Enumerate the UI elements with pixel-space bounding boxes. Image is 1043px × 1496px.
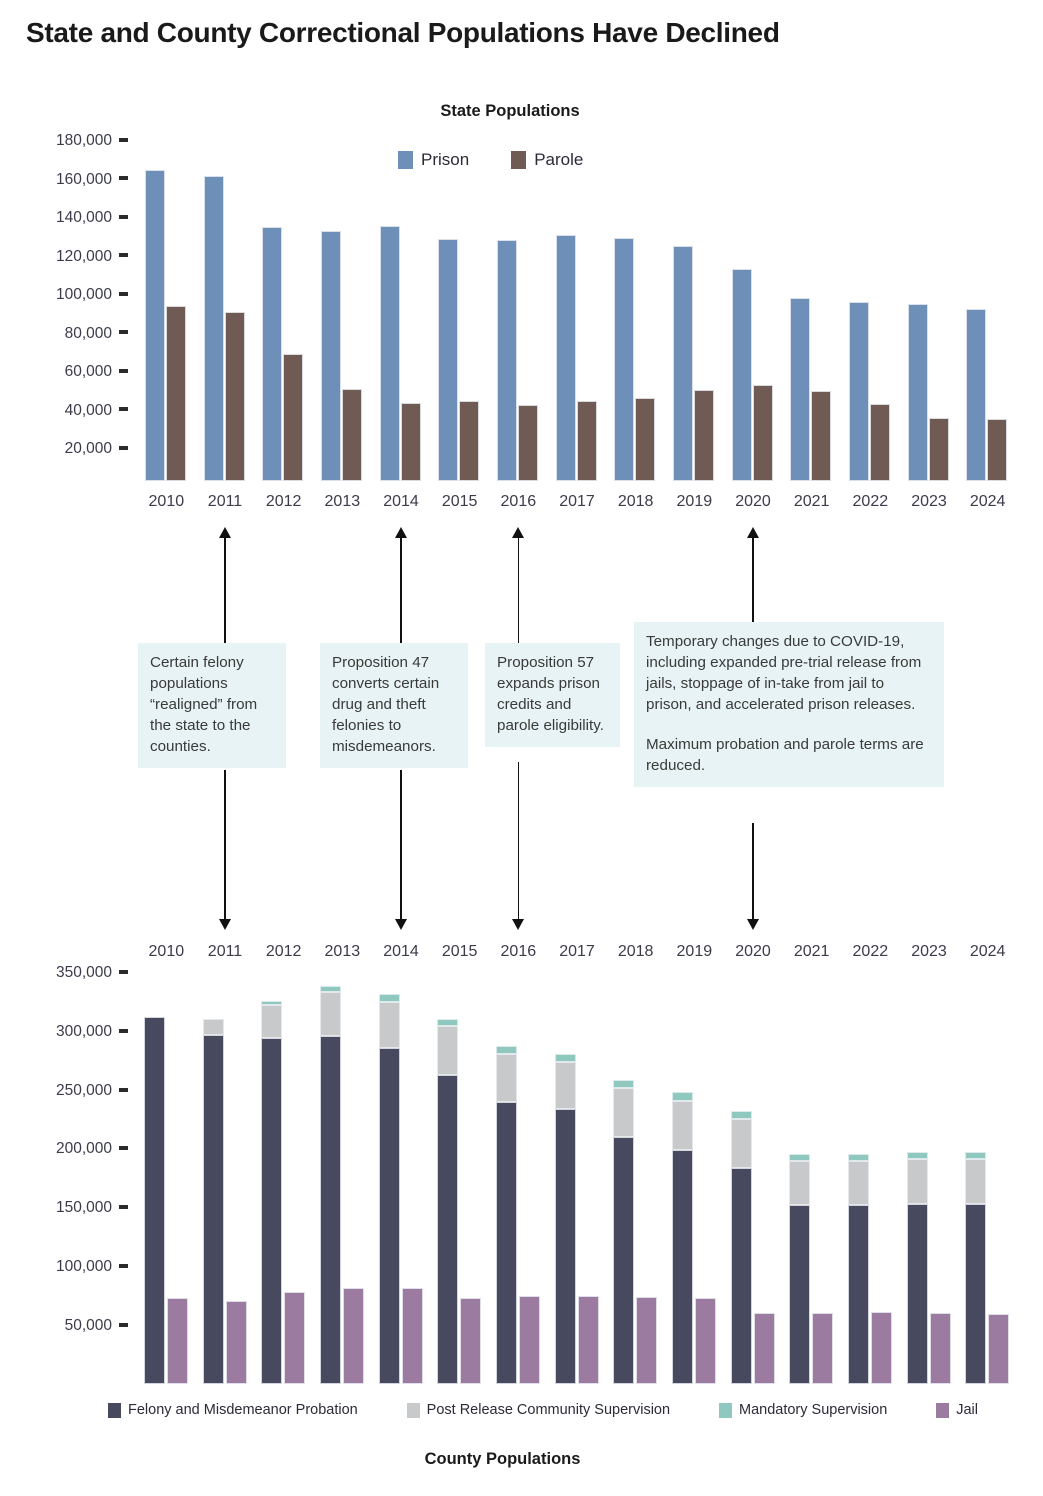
bar-prison-2016[interactable]: [497, 240, 517, 481]
county-plot-area: [137, 966, 1017, 1384]
annotation-arrow-down-shaft-prop-47-2014: [400, 770, 402, 919]
state-y-tick: [8, 325, 128, 343]
county-legend: [108, 1402, 978, 1418]
state-y-tick: [8, 286, 128, 304]
annotation-arrow-up-shaft-covid-2020: [752, 538, 754, 622]
county-x-tick-2015: 2015: [441, 943, 478, 960]
county-x-tick-2016: 2016: [500, 943, 537, 960]
bar-jail-2015[interactable]: [460, 1298, 481, 1384]
bar-mandatory-supervision-2012[interactable]: [261, 1001, 282, 1005]
county-x-tick-2012: 2012: [265, 943, 302, 960]
county-y-tick: [8, 964, 128, 982]
legend-item-mandatory-supervision[interactable]: [719, 1402, 887, 1418]
bar-mandatory-supervision-2020[interactable]: [731, 1111, 752, 1120]
county-y-tick-label: 200,000: [55, 1140, 112, 1158]
county-x-tick-2018: 2018: [617, 943, 654, 960]
bar-felony-and-misdemeanor-probation-2021[interactable]: [789, 1205, 810, 1384]
legend-swatch-post-release-community-supervision-icon: [407, 1403, 420, 1418]
bar-mandatory-supervision-2024[interactable]: [965, 1152, 986, 1159]
bar-jail-2016[interactable]: [519, 1296, 540, 1384]
bar-post-release-community-supervision-2023[interactable]: [907, 1159, 928, 1204]
state-y-tick: [8, 248, 128, 266]
bar-jail-2013[interactable]: [343, 1288, 364, 1384]
bar-felony-and-misdemeanor-probation-2023[interactable]: [907, 1204, 928, 1384]
legend-label: Felony and Misdemeanor Probation: [128, 1402, 358, 1418]
annotation-arrow-up-head-prop-47-2014: [395, 527, 407, 538]
legend-item-jail[interactable]: [936, 1402, 978, 1418]
bar-mandatory-supervision-2021[interactable]: [789, 1154, 810, 1161]
bar-parole-2016[interactable]: [518, 405, 538, 481]
county-x-tick-2024: 2024: [969, 943, 1006, 960]
bar-prison-2020[interactable]: [732, 269, 752, 481]
state-x-tick-2023: 2023: [911, 493, 947, 510]
bar-felony-and-misdemeanor-probation-2011[interactable]: [203, 1035, 224, 1384]
bar-felony-and-misdemeanor-probation-2020[interactable]: [731, 1168, 752, 1384]
bar-parole-2014[interactable]: [401, 403, 421, 481]
state-axis-baseline: [137, 481, 1017, 482]
annotation-arrow-up-head-covid-2020: [747, 527, 759, 538]
county-y-tick: [8, 1199, 128, 1217]
county-x-tick-2014: 2014: [383, 943, 419, 960]
bar-felony-and-misdemeanor-probation-2015[interactable]: [437, 1075, 458, 1384]
bar-post-release-community-supervision-2015[interactable]: [437, 1026, 458, 1074]
state-y-tick-label: 60,000: [64, 363, 112, 380]
annotation-arrow-down-shaft-realignment-2011: [224, 770, 226, 919]
state-y-tick-label: 140,000: [55, 209, 112, 226]
tick-mark-icon: [119, 253, 128, 257]
annotation-arrow-up-head-prop-57-2016: [512, 527, 524, 538]
tick-mark-icon: [119, 970, 128, 974]
county-y-tick: [8, 1082, 128, 1100]
state-y-tick-label: 80,000: [64, 324, 112, 342]
annotation-paragraph: Certain felony populations “realigned” from the state to the counties.: [150, 654, 258, 755]
annotation-arrow-down-head-prop-47-2014: [395, 919, 407, 930]
annotation-paragraph: Temporary changes due to COVID-19, including expanded pre-trial release from jails, stoppage of in-take from jail to prison, and accelerated prison releases.: [646, 633, 922, 713]
state-x-tick-2019: 2019: [676, 493, 713, 510]
county-x-tick-2010: 2010: [148, 943, 185, 960]
state-x-tick-2024: 2024: [969, 493, 1006, 510]
county-y-tick: [8, 1023, 128, 1041]
bar-mandatory-supervision-2023[interactable]: [907, 1152, 928, 1159]
tick-mark-icon: [119, 407, 128, 411]
bar-jail-2018[interactable]: [636, 1297, 657, 1384]
county-y-tick-label: 50,000: [64, 1316, 112, 1334]
bar-felony-and-misdemeanor-probation-2013[interactable]: [320, 1036, 341, 1384]
tick-mark-icon: [119, 1088, 128, 1092]
annotation-box-prop-57-2016: [485, 643, 620, 747]
bar-mandatory-supervision-2017[interactable]: [555, 1054, 576, 1062]
tick-mark-icon: [119, 176, 128, 180]
bar-prison-2012[interactable]: [262, 227, 282, 481]
bar-jail-2017[interactable]: [578, 1296, 599, 1384]
bar-mandatory-supervision-2013[interactable]: [320, 986, 341, 992]
bar-post-release-community-supervision-2020[interactable]: [731, 1119, 752, 1167]
bar-parole-2011[interactable]: [225, 312, 245, 481]
county-x-tick-2020: 2020: [735, 943, 771, 960]
bar-mandatory-supervision-2015[interactable]: [437, 1019, 458, 1026]
page-title: State and County Correctional Populations Have Declined: [26, 17, 780, 48]
bar-mandatory-supervision-2016[interactable]: [496, 1046, 517, 1054]
bar-parole-2015[interactable]: [459, 401, 479, 481]
bar-post-release-community-supervision-2018[interactable]: [613, 1088, 634, 1137]
bar-post-release-community-supervision-2012[interactable]: [261, 1005, 282, 1038]
bar-jail-2022[interactable]: [871, 1312, 892, 1384]
bar-prison-2011[interactable]: [204, 176, 224, 481]
bar-post-release-community-supervision-2014[interactable]: [379, 1002, 400, 1048]
state-x-tick-2018: 2018: [617, 493, 654, 510]
legend-swatch-mandatory-supervision-icon: [719, 1403, 732, 1418]
tick-mark-icon: [119, 292, 128, 296]
bar-felony-and-misdemeanor-probation-2016[interactable]: [496, 1102, 517, 1384]
state-y-tick: [8, 132, 128, 150]
annotation-arrow-down-shaft-covid-2020: [752, 823, 754, 919]
state-populations-chart: [0, 0, 1043, 530]
state-y-tick: [8, 209, 128, 227]
annotation-box-realignment-2011: [138, 643, 286, 768]
annotation-arrow-down-head-realignment-2011: [219, 919, 231, 930]
annotation-arrow-up-head-realignment-2011: [219, 527, 231, 538]
state-y-tick: [8, 171, 128, 189]
tick-mark-icon: [119, 446, 128, 450]
bar-post-release-community-supervision-2013[interactable]: [320, 992, 341, 1036]
annotation-paragraph: Maximum probation and parole terms are reduced.: [646, 735, 924, 774]
bar-post-release-community-supervision-2011[interactable]: [203, 1019, 224, 1034]
legend-label: Prison: [421, 150, 470, 169]
county-x-tick-2011: 2011: [207, 943, 243, 960]
annotation-arrow-up-shaft-realignment-2011: [224, 538, 226, 643]
bar-jail-2011[interactable]: [226, 1301, 247, 1384]
bar-prison-2014[interactable]: [380, 226, 400, 481]
bar-parole-2012[interactable]: [283, 354, 303, 481]
bar-parole-2017[interactable]: [577, 401, 597, 481]
bar-jail-2010[interactable]: [167, 1298, 188, 1384]
bar-felony-and-misdemeanor-probation-2014[interactable]: [379, 1048, 400, 1384]
annotation-arrow-up-shaft-prop-47-2014: [400, 538, 402, 643]
annotation-box-covid-2020: [634, 622, 944, 787]
tick-mark-icon: [119, 1323, 128, 1327]
bar-felony-and-misdemeanor-probation-2018[interactable]: [613, 1137, 634, 1384]
legend-item-post-release-community-supervision[interactable]: [407, 1402, 670, 1418]
bar-prison-2024[interactable]: [966, 309, 986, 481]
state-x-tick-2014: 2014: [383, 493, 419, 510]
legend-label: Jail: [956, 1402, 978, 1418]
county-y-tick-label: 300,000: [55, 1022, 112, 1040]
state-x-tick-2022: 2022: [852, 493, 889, 510]
bar-jail-2024[interactable]: [988, 1314, 1009, 1384]
county-y-tick: [8, 1258, 128, 1276]
bar-parole-2018[interactable]: [635, 398, 655, 481]
state-x-tick-2011: 2011: [207, 493, 243, 510]
bar-post-release-community-supervision-2024[interactable]: [965, 1159, 986, 1204]
legend-label: Mandatory Supervision: [738, 1402, 888, 1418]
county-x-tick-2019: 2019: [676, 943, 713, 960]
state-x-tick-2016: 2016: [500, 493, 537, 510]
county-x-tick-2013: 2013: [324, 943, 361, 960]
bar-post-release-community-supervision-2017[interactable]: [555, 1062, 576, 1109]
state-y-tick-label: 120,000: [55, 247, 112, 265]
county-chart-title: County Populations: [424, 1450, 581, 1468]
state-y-tick-label: 100,000: [55, 286, 112, 303]
bar-prison-2021[interactable]: [790, 298, 810, 481]
state-y-tick-label: 20,000: [64, 440, 112, 457]
annotation-arrow-down-head-covid-2020: [747, 919, 759, 930]
state-x-tick-2010: 2010: [148, 493, 185, 510]
legend-label: Post Release Community Supervision: [426, 1402, 671, 1418]
bar-prison-2010[interactable]: [145, 170, 165, 481]
tick-mark-icon: [119, 138, 128, 142]
bar-felony-and-misdemeanor-probation-2019[interactable]: [672, 1150, 693, 1384]
state-y-tick-label: 40,000: [64, 401, 112, 419]
county-y-tick-label: 100,000: [55, 1258, 112, 1275]
county-y-tick-label: 250,000: [55, 1081, 112, 1099]
bar-jail-2012[interactable]: [284, 1292, 305, 1384]
bar-jail-2020[interactable]: [754, 1313, 775, 1384]
county-y-tick: [8, 1140, 128, 1158]
bar-felony-and-misdemeanor-probation-2012[interactable]: [261, 1038, 282, 1384]
bar-jail-2023[interactable]: [930, 1313, 951, 1384]
legend-swatch-jail-icon: [936, 1403, 949, 1418]
tick-mark-icon: [119, 215, 128, 219]
legend-item-felony-and-misdemeanor-probation[interactable]: [108, 1402, 358, 1418]
bar-prison-2015[interactable]: [438, 239, 458, 481]
annotation-box-prop-47-2014: [320, 643, 468, 768]
tick-mark-icon: [119, 1029, 128, 1033]
bar-prison-2017[interactable]: [556, 235, 576, 481]
state-y-tick: [8, 363, 128, 381]
bar-parole-2013[interactable]: [342, 389, 362, 481]
bar-post-release-community-supervision-2022[interactable]: [848, 1161, 869, 1206]
bar-parole-2010[interactable]: [166, 306, 186, 481]
bar-post-release-community-supervision-2016[interactable]: [496, 1054, 517, 1102]
bar-mandatory-supervision-2014[interactable]: [379, 994, 400, 1002]
state-y-tick-label: 160,000: [55, 170, 112, 188]
bar-prison-2023[interactable]: [908, 304, 928, 481]
bar-felony-and-misdemeanor-probation-2017[interactable]: [555, 1109, 576, 1384]
county-x-tick-2017: 2017: [559, 943, 595, 960]
bar-parole-2020[interactable]: [753, 385, 773, 481]
annotation-paragraph: Proposition 57 expands prison credits and parole eligibility.: [497, 654, 604, 734]
county-x-tick-2022: 2022: [852, 943, 889, 960]
bar-mandatory-supervision-2019[interactable]: [672, 1092, 693, 1100]
legend-label: Parole: [534, 150, 584, 169]
bar-mandatory-supervision-2022[interactable]: [848, 1154, 869, 1161]
bar-jail-2019[interactable]: [695, 1298, 716, 1384]
annotation-arrow-up-shaft-prop-57-2016: [518, 538, 520, 643]
state-x-tick-2021: 2021: [793, 493, 830, 510]
bar-parole-2022[interactable]: [870, 404, 890, 481]
annotation-arrow-down-head-prop-57-2016: [512, 919, 524, 930]
tick-mark-icon: [119, 1205, 128, 1209]
county-y-tick-label: 150,000: [55, 1199, 112, 1217]
state-x-tick-2015: 2015: [441, 493, 478, 510]
state-y-tick: [8, 440, 128, 458]
state-y-tick: [8, 402, 128, 420]
county-x-tick-2021: 2021: [793, 943, 830, 960]
bar-post-release-community-supervision-2021[interactable]: [789, 1161, 810, 1206]
tick-mark-icon: [119, 330, 128, 334]
state-plot-area: [137, 130, 1017, 482]
bar-prison-2018[interactable]: [614, 238, 634, 481]
annotation-arrow-down-shaft-prop-57-2016: [518, 762, 520, 919]
bar-parole-2023[interactable]: [929, 418, 949, 481]
bar-prison-2022[interactable]: [849, 302, 869, 481]
bar-post-release-community-supervision-2019[interactable]: [672, 1101, 693, 1150]
bar-felony-and-misdemeanor-probation-2022[interactable]: [848, 1205, 869, 1384]
annotation-paragraph: Proposition 47 converts certain drug and theft felonies to misdemeanors.: [332, 654, 440, 755]
bar-felony-and-misdemeanor-probation-2024[interactable]: [965, 1204, 986, 1384]
bar-parole-2024[interactable]: [987, 419, 1007, 481]
bar-parole-2019[interactable]: [694, 390, 714, 481]
state-x-tick-2012: 2012: [265, 493, 302, 510]
tick-mark-icon: [119, 1146, 128, 1150]
state-x-tick-2020: 2020: [735, 493, 771, 510]
tick-mark-icon: [119, 369, 128, 373]
state-y-tick-label: 180,000: [55, 132, 112, 149]
bar-prison-2013[interactable]: [321, 231, 341, 481]
county-y-tick-label: 350,000: [55, 964, 112, 981]
tick-mark-icon: [119, 1264, 128, 1268]
bar-mandatory-supervision-2018[interactable]: [613, 1080, 634, 1088]
bar-parole-2021[interactable]: [811, 391, 831, 481]
bar-jail-2021[interactable]: [812, 1313, 833, 1384]
bar-felony-and-misdemeanor-probation-2010[interactable]: [144, 1017, 165, 1384]
bar-prison-2019[interactable]: [673, 246, 693, 481]
state-chart-title: State Populations: [440, 102, 580, 120]
county-x-tick-2023: 2023: [911, 943, 947, 960]
state-x-tick-2017: 2017: [559, 493, 595, 510]
state-x-tick-2013: 2013: [324, 493, 361, 510]
bar-jail-2014[interactable]: [402, 1288, 423, 1384]
county-y-tick: [8, 1317, 128, 1335]
legend-swatch-felony-and-misdemeanor-probation-icon: [108, 1403, 121, 1418]
